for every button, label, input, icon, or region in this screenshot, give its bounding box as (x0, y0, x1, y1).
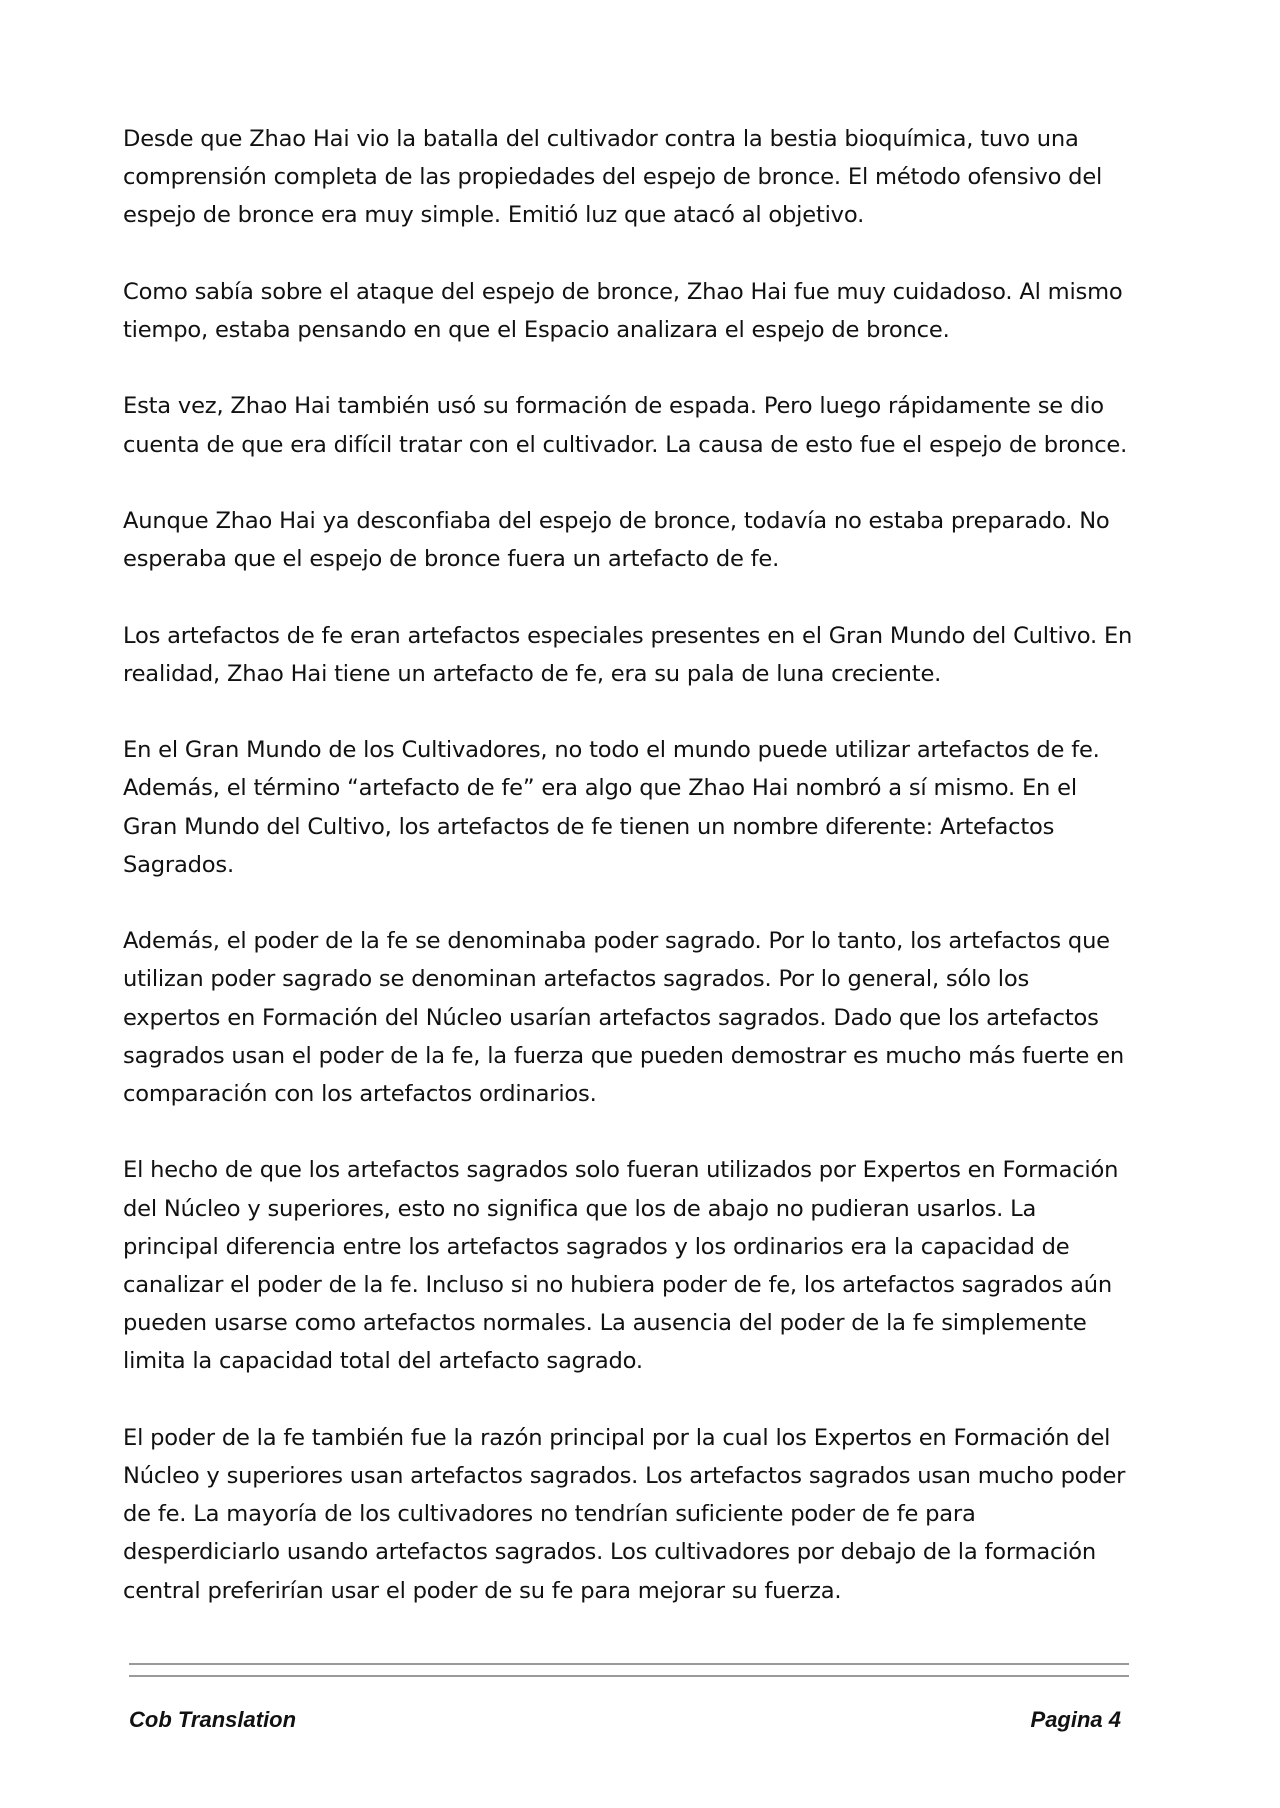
footer-translator-credit: Cob Translation (129, 1707, 297, 1732)
paragraph: Desde que Zhao Hai vio la batalla del cultivador contra la bestia bioquímica, tuvo una comprensión completa de las propiedades del espejo de bronce. El método ofensivo del espejo de bronce era muy simple. Emitió luz que atacó al objetivo. (123, 126, 1103, 229)
paragraph: Esta vez, Zhao Hai también usó su formación de espada. Pero luego rápidamente se dio cuenta de que era difícil tratar con el cultivador. La causa de esto fue el espejo de bronce. (123, 393, 1128, 458)
document-body (123, 120, 1133, 1648)
footer-divider-bottom (129, 1675, 1129, 1677)
footer-divider-top (129, 1663, 1129, 1665)
paragraph: Como sabía sobre el ataque del espejo de bronce, Zhao Hai fue muy cuidadoso. Al mismo tiempo, estaba pensando en que el Espacio analizara el espejo de bronce. (123, 278, 1123, 343)
paragraph: Los artefactos de fe eran artefactos especiales presentes en el Gran Mundo del Cultivo. En realidad, Zhao Hai tiene un artefacto de fe, era su pala de luna creciente. (123, 622, 1133, 687)
paragraph: El poder de la fe también fue la razón principal por la cual los Expertos en Formación del Núcleo y superiores usan artefactos sagrados. Los artefactos sagrados usan mucho poder de fe. La mayoría de los cultivadores no tendrían suficiente poder de fe para desperdiciarlo usando artefactos sagrados. Los cultivadores por debajo de la formación central preferirían usar el poder de su fe para mejorar su fuerza. (123, 1424, 1126, 1604)
paragraph: Además, el poder de la fe se denominaba poder sagrado. Por lo tanto, los artefactos que utilizan poder sagrado se denominan artefactos sagrados. Por lo general, sólo los expertos en Formación del Núcleo usarían artefactos sagrados. Dado que los artefactos sagrados usan el poder de la fe, la fuerza que pueden demostrar es mucho más fuerte en comparación con los artefactos ordinarios. (123, 928, 1125, 1107)
footer-page-number: Pagina 4 (1030, 1707, 1121, 1732)
paragraph: Aunque Zhao Hai ya desconfiaba del espejo de bronce, todavía no estaba preparado. No esperaba que el espejo de bronce fuera un artefacto de fe. (123, 507, 1110, 573)
paragraph: En el Gran Mundo de los Cultivadores, no todo el mundo puede utilizar artefactos de fe. Además, el término “artefacto de fe” era algo que Zhao Hai nombró a sí mismo. En el Gran Mundo del Cultivo, los artefactos de fe tienen un nombre diferente: Artefactos Sagrados. (123, 737, 1100, 878)
paragraph: El hecho de que los artefactos sagrados solo fueran utilizados por Expertos en Formación del Núcleo y superiores, esto no significa que los de abajo no pudieran usarlos. La principal diferencia entre los artefactos sagrados y los ordinarios era la capacidad de canalizar el poder de la fe. Incluso si no hubiera poder de fe, los artefactos sagrados aún pueden usarse como artefactos normales. La ausencia del poder de la fe simplemente limita la capacidad total del artefacto sagrado. (123, 1157, 1119, 1375)
